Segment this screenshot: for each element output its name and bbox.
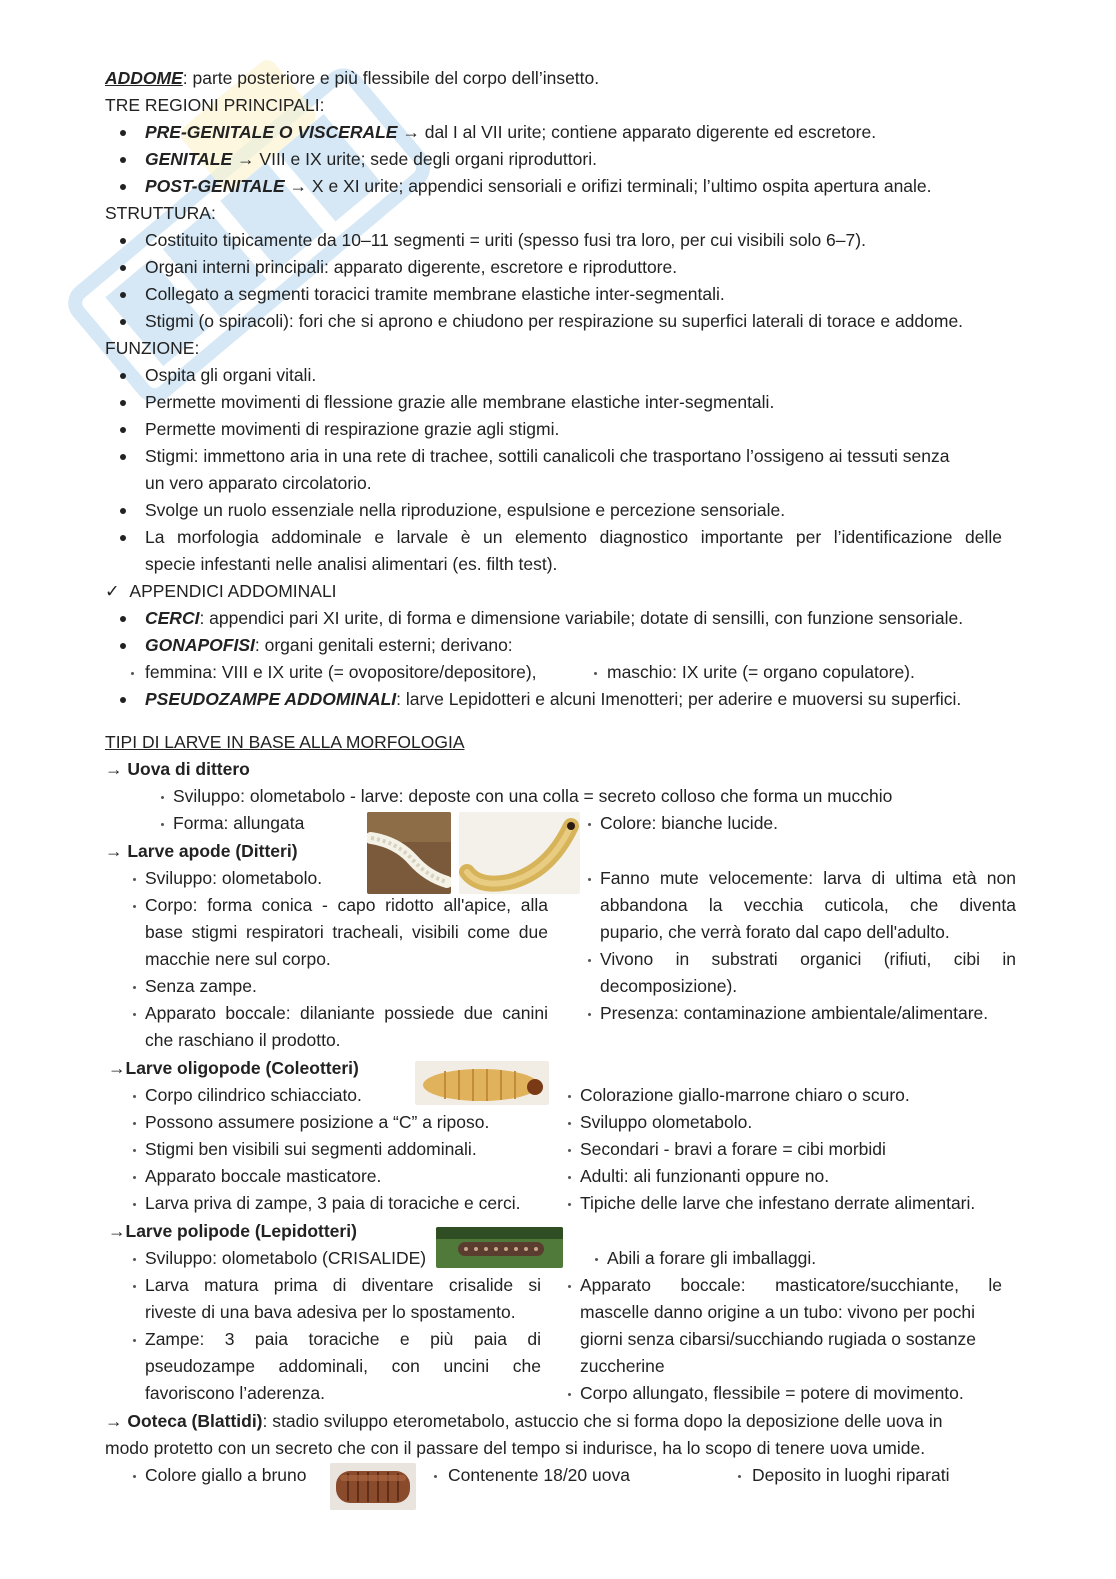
bullet	[120, 454, 126, 460]
polipode-right-item: mascelle danno origine a un tubo: vivono per pochi	[580, 1302, 975, 1322]
apode-left-item: base stigmi respiratori tracheali, visibili come due	[145, 922, 548, 942]
sub-bullet	[133, 1475, 136, 1478]
sub-bullet	[568, 1149, 571, 1152]
sub-bullet	[568, 1095, 571, 1098]
polipode-right-item: zuccherine	[580, 1356, 665, 1376]
caterpillar-photo	[436, 1227, 563, 1268]
oligopode-left-item: Larva priva di zampe, 3 paia di toraciche e cerci.	[145, 1193, 521, 1213]
regione-item: PRE-GENITALE O VISCERALE → dal I al VII urite; contiene apparato digerente ed escretore.	[145, 122, 877, 142]
oligopode-right-item: Adulti: ali funzionanti oppure no.	[580, 1166, 830, 1186]
bullet	[120, 535, 126, 541]
uova-colore: Colore: bianche lucide.	[600, 813, 779, 833]
apode-left-item: Apparato boccale: dilaniante possiede due canini	[145, 1003, 548, 1023]
oligopode-right-item: Secondari - bravi a forare = cibi morbidi	[580, 1139, 886, 1159]
apode-right-item: Presenza: contaminazione ambientale/alimentare.	[600, 1003, 989, 1023]
struttura-heading: STRUTTURA:	[105, 203, 216, 223]
sub-bullet	[568, 1285, 571, 1288]
bullet	[120, 265, 126, 271]
funzione-item: Svolge un ruolo essenziale nella riproduzione, espulsione e percezione sensoriale.	[145, 500, 786, 520]
sub-bullet	[133, 1013, 136, 1016]
sub-bullet	[594, 672, 597, 675]
addome-definition-text: : parte posteriore e più flessibile del corpo dell’insetto.	[182, 68, 600, 88]
sub-bullet	[568, 1176, 571, 1179]
sub-bullet	[738, 1475, 741, 1478]
bullet	[120, 697, 126, 703]
egg-mass-photo	[367, 812, 451, 894]
ooteca-deposito: Deposito in luoghi riparati	[752, 1465, 950, 1485]
oligopode-left-item: Stigmi ben visibili sui segmenti addominali.	[145, 1139, 477, 1159]
regione-item: GENITALE → VIII e IX urite; sede degli organi riproduttori.	[145, 149, 597, 169]
sub-bullet	[133, 1122, 136, 1125]
bullet	[120, 400, 126, 406]
polipode-left-item: riveste di una bava adesiva per lo spostamento.	[145, 1302, 516, 1322]
pseudozampe-item: PSEUDOZAMPE ADDOMINALI: larve Lepidotteri e alcuni Imenotteri; per aderire e muoversi su superfici.	[145, 689, 962, 709]
apode-left-item: che raschiano il prodotto.	[145, 1030, 341, 1050]
sub-bullet	[161, 796, 164, 799]
larve-heading: TIPI DI LARVE IN BASE ALLA MORFOLOGIA	[105, 732, 465, 752]
ootheca-photo	[330, 1463, 416, 1510]
ooteca-line-cont: modo protetto con un secreto che con il passare del tempo si indurisce, ha lo scopo di tenere uova umide.	[105, 1438, 926, 1458]
sub-bullet	[588, 959, 591, 962]
uova-title: → Uova di dittero	[105, 759, 250, 779]
polipode-right-item: Corpo allungato, flessibile = potere di movimento.	[580, 1383, 964, 1403]
check-icon: ✓	[105, 581, 120, 601]
sub-bullet	[161, 823, 164, 826]
funzione-item: Permette movimenti di respirazione grazie agli stigmi.	[145, 419, 560, 439]
apode-right-item: Fanno mute velocemente: larva di ultima età non	[600, 868, 1016, 888]
bullet	[120, 427, 126, 433]
femmina-item: femmina: VIII e IX urite (= ovopositore/depositore),	[145, 662, 537, 682]
funzione-item: Stigmi: immettono aria in una rete di trachee, sottili canalicoli che trasportano l’ossigeno ai tessuti senza	[145, 446, 950, 466]
oligopode-right-item: Colorazione giallo-marrone chiaro o scuro.	[580, 1085, 910, 1105]
ooteca-contenente: Contenente 18/20 uova	[448, 1465, 630, 1485]
funzione-item-cont: un vero apparato circolatorio.	[145, 473, 372, 493]
funzione-item: La morfologia addominale e larvale è un elemento diagnostico importante per l’identificazione delle	[145, 527, 1002, 547]
regioni-heading: TRE REGIONI PRINCIPALI:	[105, 95, 325, 115]
regione-item: POST-GENITALE → X e XI urite; appendici sensoriali e orifizi terminali; l’ultimo ospita apertura anale.	[145, 176, 932, 196]
sub-bullet	[133, 1258, 136, 1261]
bullet	[120, 616, 126, 622]
sub-bullet	[568, 1122, 571, 1125]
sub-bullet	[588, 823, 591, 826]
sub-bullet	[588, 878, 591, 881]
sub-bullet	[568, 1393, 571, 1396]
sub-bullet	[133, 1176, 136, 1179]
funzione-heading: FUNZIONE:	[105, 338, 200, 358]
ooteca-colore: Colore giallo a bruno	[145, 1465, 307, 1485]
bullet	[120, 643, 126, 649]
sub-bullet	[133, 986, 136, 989]
polipode-right-item: Apparato boccale: masticatore/succhiante, le	[580, 1275, 1002, 1295]
struttura-item: Stigmi (o spiracoli): fori che si aprono e chiudono per respirazione su superfici laterali di torace e addome.	[145, 311, 964, 331]
maschio-item: maschio: IX urite (= organo copulatore).	[607, 662, 915, 682]
gonapofisi-item: GONAPOFISI: organi genitali esterni; derivano:	[145, 635, 513, 655]
uova-forma: Forma: allungata	[173, 813, 305, 833]
bullet	[120, 157, 126, 163]
larva-photo	[459, 812, 580, 894]
apode-right-item: Vivono in substrati organici (rifiuti, cibi in	[600, 949, 1016, 969]
bullet	[120, 373, 126, 379]
bullet	[120, 184, 126, 190]
ooteca-title: → Ooteca (Blattidi)	[105, 1411, 263, 1431]
apode-left-item: macchie nere sul corpo.	[145, 949, 331, 969]
sub-bullet	[133, 1203, 136, 1206]
sub-bullet	[588, 1013, 591, 1016]
polipode-left-item: favoriscono l’aderenza.	[145, 1383, 325, 1403]
oligopode-right-item: Tipiche delle larve che infestano derrate alimentari.	[580, 1193, 976, 1213]
apode-right-item: decomposizione).	[600, 976, 738, 996]
polipode-left-item: Sviluppo: olometabolo (CRISALIDE)	[145, 1248, 427, 1268]
polipode-title: →Larve polipode (Lepidotteri)	[108, 1221, 357, 1241]
sub-bullet	[568, 1203, 571, 1206]
funzione-item-cont: specie infestanti nelle analisi alimentari (es. filth test).	[145, 554, 558, 574]
polipode-left-item: pseudozampe addominali, con uncini che	[145, 1356, 541, 1376]
polipode-left-item: Larva matura prima di diventare crisalide si	[145, 1275, 541, 1295]
sub-bullet	[133, 1285, 136, 1288]
ooteca-line: → Ooteca (Blattidi): stadio sviluppo eterometabolo, astuccio che si forma dopo la deposizione delle uova in	[105, 1411, 943, 1431]
apode-right-item: abbandona la vecchia cuticola, che diventa	[600, 895, 1016, 915]
bullet	[120, 319, 126, 325]
sub-bullet	[595, 1258, 598, 1261]
polipode-right-item: Abili a forare gli imballaggi.	[607, 1248, 817, 1268]
sub-bullet	[133, 905, 136, 908]
apode-right-item: pupario, che verrà forato dal capo dell'adulto.	[600, 922, 950, 942]
oligopode-title: →Larve oligopode (Coleotteri)	[108, 1058, 359, 1078]
grub-photo	[415, 1061, 549, 1105]
apode-left-item: Corpo: forma conica - capo ridotto all'apice, alla	[145, 895, 548, 915]
polipode-right-item: giorni senza cibarsi/succhiando rugiada o sostanze	[580, 1329, 976, 1349]
sub-bullet	[133, 1339, 136, 1342]
funzione-item: Permette movimenti di flessione grazie alle membrane elastiche inter-segmentali.	[145, 392, 775, 412]
sub-bullet	[131, 672, 134, 675]
struttura-item: Collegato a segmenti toracici tramite membrane elastiche inter-segmentali.	[145, 284, 725, 304]
apode-title: → Larve apode (Ditteri)	[105, 841, 298, 861]
bullet	[120, 292, 126, 298]
oligopode-left-item: Corpo cilindrico schiacciato.	[145, 1085, 362, 1105]
sub-bullet	[133, 1149, 136, 1152]
funzione-item: Ospita gli organi vitali.	[145, 365, 317, 385]
uova-sviluppo: Sviluppo: olometabolo - larve: deposte con una colla = secreto colloso che forma un mucchio	[173, 786, 893, 806]
oligopode-right-item: Sviluppo olometabolo.	[580, 1112, 753, 1132]
polipode-left-item: Zampe: 3 paia toraciche e più paia di	[145, 1329, 541, 1349]
oligopode-left-item: Apparato boccale masticatore.	[145, 1166, 382, 1186]
cerci-item: CERCI: appendici pari XI urite, di forma e dimensione variabile; dotate di sensilli, con funzione sensoriale.	[145, 608, 964, 628]
struttura-item: Organi interni principali: apparato digerente, escretore e riproduttore.	[145, 257, 678, 277]
sub-bullet	[434, 1475, 437, 1478]
bullet	[120, 508, 126, 514]
sub-bullet	[133, 1095, 136, 1098]
sub-bullet	[133, 878, 136, 881]
addome-definition	[105, 67, 599, 89]
apode-left-item: Sviluppo: olometabolo.	[145, 868, 323, 888]
bullet	[120, 238, 126, 244]
addome-title: ADDOME	[105, 68, 183, 88]
bullet	[120, 130, 126, 136]
appendici-heading: ✓ APPENDICI ADDOMINALI	[105, 581, 337, 601]
oligopode-left-item: Possono assumere posizione a “C” a riposo.	[145, 1112, 490, 1132]
apode-left-item: Senza zampe.	[145, 976, 257, 996]
struttura-item: Costituito tipicamente da 10–11 segmenti = uriti (spesso fusi tra loro, per cui visibili solo 6–7).	[145, 230, 866, 250]
